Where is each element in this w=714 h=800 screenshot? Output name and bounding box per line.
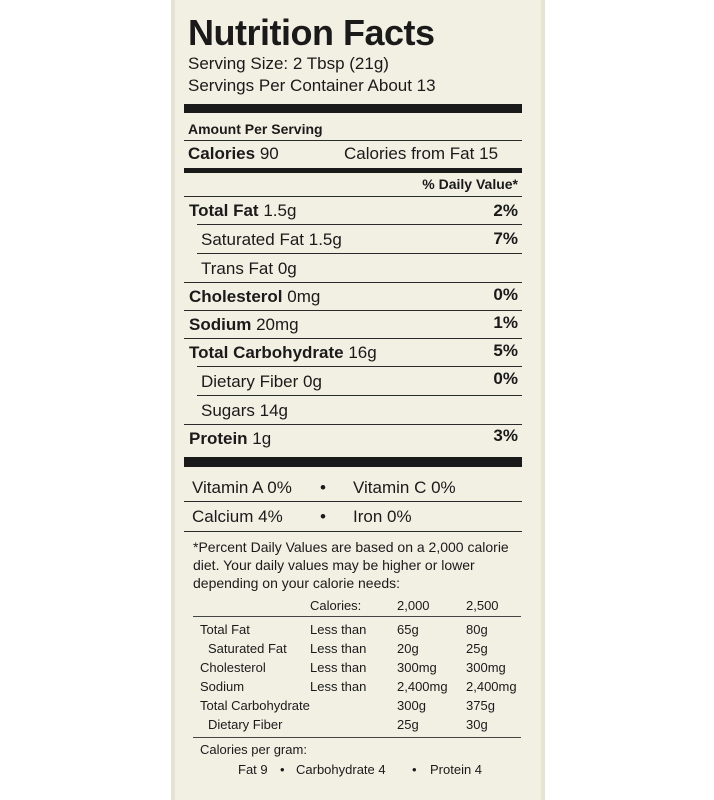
vitamin-a: Vitamin A 0% bbox=[192, 478, 292, 497]
nutrient-amount: 1.5g bbox=[263, 201, 297, 220]
bullet: • bbox=[320, 507, 326, 526]
nutrient-amount: 1.5g bbox=[308, 230, 342, 249]
nutrient-row-sodium bbox=[189, 315, 299, 335]
dv-table-row-name: Dietary Fiber bbox=[208, 717, 283, 732]
dv-table-row-2500: 300mg bbox=[466, 660, 506, 675]
dv-table-row-2500: 30g bbox=[466, 717, 488, 732]
nutrient-row-dietary-fiber bbox=[201, 372, 322, 392]
calories-per-gram-fat: Fat 9 bbox=[238, 762, 268, 777]
nutrient-amount: 0mg bbox=[287, 287, 321, 306]
dv-table-header-label: Calories: bbox=[310, 598, 362, 613]
nutrient-row-sugars bbox=[201, 401, 288, 421]
dv-table-row-2500: 2,400mg bbox=[466, 679, 517, 694]
dv-table-header-2000: 2,000 bbox=[397, 598, 430, 613]
divider bbox=[184, 282, 522, 283]
nutrient-amount: 16g bbox=[348, 343, 377, 362]
divider bbox=[197, 395, 522, 396]
divider bbox=[197, 366, 522, 367]
dv-table-row-cmp: Less than bbox=[310, 660, 367, 675]
nutrient-amount: 14g bbox=[259, 401, 288, 420]
dv-table-row-2000: 25g bbox=[397, 717, 419, 732]
servings-per-container: Servings Per Container About 13 bbox=[188, 76, 436, 95]
dv-table-row-2000: 300mg bbox=[397, 660, 437, 675]
daily-value-header: % Daily Value* bbox=[422, 176, 518, 192]
nutrient-label: Dietary Fiber bbox=[201, 372, 299, 391]
nutrient-dv: 7% bbox=[493, 229, 518, 248]
divider bbox=[197, 224, 522, 225]
nutrient-dv: 5% bbox=[493, 341, 518, 360]
calcium: Calcium 4% bbox=[192, 507, 283, 526]
medium-divider bbox=[184, 168, 522, 173]
nutrient-label: Total Fat bbox=[189, 201, 259, 220]
divider bbox=[197, 253, 522, 254]
bullet: • bbox=[320, 478, 326, 497]
nutrient-dv: 2% bbox=[493, 201, 518, 220]
calories-per-gram-label: Calories per gram: bbox=[200, 742, 307, 757]
divider bbox=[184, 140, 522, 141]
nutrient-amount: 0g bbox=[303, 372, 322, 391]
nutrient-label: Saturated Fat bbox=[201, 230, 305, 249]
divider bbox=[184, 338, 522, 339]
dv-table-row-2500: 25g bbox=[466, 641, 488, 656]
thick-divider-top bbox=[184, 104, 522, 113]
divider bbox=[193, 616, 521, 617]
dv-table-row-2000: 2,400mg bbox=[397, 679, 448, 694]
bullet: • bbox=[412, 762, 417, 777]
divider bbox=[184, 424, 522, 425]
vitamin-c: Vitamin C 0% bbox=[353, 478, 456, 497]
nutrient-amount: 0g bbox=[277, 259, 297, 278]
nutrient-row-protein bbox=[189, 429, 271, 449]
dv-table-row-cmp: Less than bbox=[310, 679, 367, 694]
dv-table-row-2500: 80g bbox=[466, 622, 488, 637]
dv-table-row-cmp: Less than bbox=[310, 641, 367, 656]
bullet: • bbox=[280, 762, 285, 777]
dv-table-row-name: Total Carbohydrate bbox=[200, 698, 310, 713]
dv-table-row-2500: 375g bbox=[466, 698, 495, 713]
dv-table-header-2500: 2,500 bbox=[466, 598, 499, 613]
divider bbox=[184, 196, 522, 197]
footnote-line: *Percent Daily Values are based on a 2,000 calorie bbox=[193, 539, 509, 555]
dv-table-row-name: Sodium bbox=[200, 679, 245, 694]
calories-from-fat bbox=[344, 144, 498, 164]
nutrient-amount: 1g bbox=[252, 429, 272, 448]
footnote-line: diet. Your daily values may be higher or lower bbox=[193, 557, 475, 573]
dv-table-row-2000: 300g bbox=[397, 698, 426, 713]
calories-value: 90 bbox=[259, 144, 279, 163]
nutrient-dv: 3% bbox=[493, 426, 518, 445]
nutrient-dv: 0% bbox=[493, 285, 518, 304]
dv-table-row-2000: 20g bbox=[397, 641, 419, 656]
dv-table-row-name: Saturated Fat bbox=[208, 641, 287, 656]
nutrient-row-total-fat bbox=[189, 201, 296, 221]
calories-from-fat-value: 15 bbox=[479, 144, 499, 163]
divider bbox=[184, 310, 522, 311]
nutrient-row-cholesterol bbox=[189, 287, 320, 307]
label-title: Nutrition Facts bbox=[188, 12, 435, 53]
calories-label: Calories bbox=[188, 144, 256, 163]
calories-per-gram-protein: Protein 4 bbox=[430, 762, 483, 777]
nutrient-row-total-carbohydrate bbox=[189, 343, 377, 363]
nutrient-dv: 0% bbox=[493, 369, 518, 388]
nutrient-row-saturated-fat bbox=[201, 230, 342, 250]
nutrient-label: Protein bbox=[189, 429, 248, 448]
dv-table-row-2000: 65g bbox=[397, 622, 419, 637]
nutrient-row-trans-fat bbox=[201, 259, 297, 279]
nutrient-label: Trans Fat bbox=[201, 259, 274, 278]
iron: Iron 0% bbox=[353, 507, 412, 526]
dv-table-row-name: Cholesterol bbox=[200, 660, 266, 675]
divider bbox=[184, 501, 522, 502]
nutrient-amount: 20mg bbox=[256, 315, 299, 334]
nutrient-label: Sodium bbox=[189, 315, 252, 334]
nutrient-dv: 1% bbox=[493, 313, 518, 332]
dv-table-row-cmp: Less than bbox=[310, 622, 367, 637]
divider bbox=[184, 531, 522, 532]
serving-size: Serving Size: 2 Tbsp (21g) bbox=[188, 54, 389, 73]
thick-divider-bottom bbox=[184, 457, 522, 467]
nutrient-label: Sugars bbox=[201, 401, 255, 420]
nutrient-label: Total Carbohydrate bbox=[189, 343, 344, 362]
footnote-line: depending on your calorie needs: bbox=[193, 575, 401, 591]
calories-per-gram-carbohydrate: Carbohydrate 4 bbox=[296, 762, 386, 777]
divider bbox=[193, 737, 521, 738]
amount-per-serving: Amount Per Serving bbox=[188, 121, 323, 137]
dv-table-row-name: Total Fat bbox=[200, 622, 250, 637]
nutrient-label: Cholesterol bbox=[189, 287, 283, 306]
calories-from-fat-label: Calories from Fat bbox=[344, 144, 475, 163]
calories-row bbox=[188, 144, 279, 164]
